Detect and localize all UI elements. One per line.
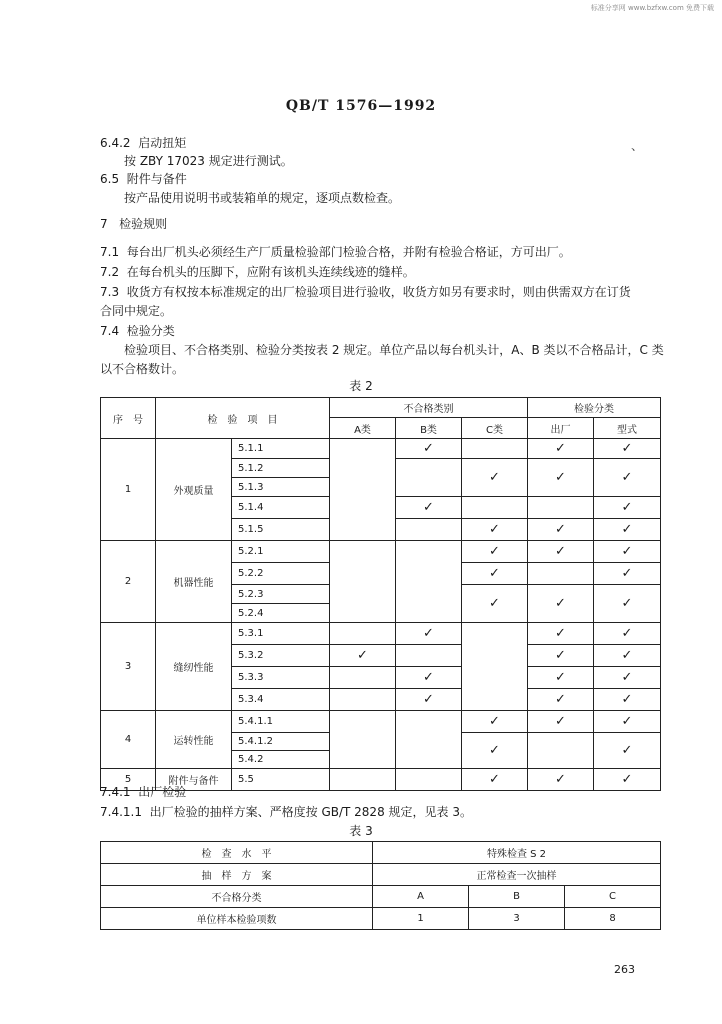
check-mark-icon: ✓ bbox=[621, 441, 633, 456]
check-mark-icon: ✓ bbox=[555, 714, 566, 729]
group-seq: 5 bbox=[101, 769, 156, 791]
defect-class: A bbox=[373, 886, 469, 908]
check-mark-icon: ✓ bbox=[555, 692, 566, 707]
mark-factory bbox=[528, 459, 594, 497]
mark-type bbox=[594, 497, 661, 519]
section-7: 7 检验规则 bbox=[100, 217, 168, 231]
mark-type bbox=[594, 769, 661, 791]
defect-class: C bbox=[565, 886, 661, 908]
check-mark-icon: ✓ bbox=[423, 441, 434, 456]
clause-7-4-1: 7.4.1 出厂检验 bbox=[100, 785, 187, 799]
table-cell bbox=[462, 439, 528, 459]
sample-count: 8 bbox=[565, 908, 661, 930]
mark-type bbox=[594, 459, 661, 497]
group-name: 缝纫性能 bbox=[156, 623, 232, 711]
item-code: 5.1.5 bbox=[232, 519, 330, 541]
mark-type bbox=[594, 689, 661, 711]
item-code: 5.3.4 bbox=[232, 689, 330, 711]
mark-factory bbox=[528, 689, 594, 711]
check-mark-icon: ✓ bbox=[489, 596, 500, 611]
row-label: 不合格分类 bbox=[101, 886, 373, 908]
mark-c bbox=[462, 585, 528, 623]
check-mark-icon: ✓ bbox=[555, 670, 566, 685]
col-inspect-header: 检验分类 bbox=[528, 398, 661, 418]
mark-type bbox=[594, 563, 661, 585]
check-mark-icon: ✓ bbox=[621, 692, 633, 707]
check-mark-icon: ✓ bbox=[555, 596, 566, 611]
group-seq: 1 bbox=[101, 439, 156, 541]
group-name: 外观质量 bbox=[156, 439, 232, 541]
mark-factory bbox=[528, 769, 594, 791]
check-mark-icon: ✓ bbox=[489, 566, 500, 581]
item-code: 5.1.4 bbox=[232, 497, 330, 519]
check-mark-icon: ✓ bbox=[621, 714, 633, 729]
col-factory-header: 出厂 bbox=[528, 418, 594, 439]
mark-b bbox=[396, 667, 462, 689]
check-mark-icon: ✓ bbox=[621, 772, 633, 787]
table-cell bbox=[396, 769, 462, 791]
check-mark-icon: ✓ bbox=[555, 544, 566, 559]
table-cell bbox=[528, 733, 594, 769]
document-header: QB/T 1576—1992 bbox=[285, 98, 437, 114]
item-code: 5.2.1 bbox=[232, 541, 330, 563]
table-cell bbox=[330, 711, 396, 769]
table-cell bbox=[528, 497, 594, 519]
check-mark-icon: ✓ bbox=[555, 522, 566, 537]
check-mark-icon: ✓ bbox=[621, 743, 633, 758]
check-mark-icon: ✓ bbox=[555, 470, 566, 485]
check-mark-icon: ✓ bbox=[489, 522, 500, 537]
item-code: 5.4.1.1 bbox=[232, 711, 330, 733]
item-code: 5.3.3 bbox=[232, 667, 330, 689]
table-cell bbox=[330, 623, 396, 645]
mark-factory bbox=[528, 541, 594, 563]
mark-b bbox=[396, 497, 462, 519]
item-code: 5.2.2 bbox=[232, 563, 330, 585]
col-item-header: 检 验 项 目 bbox=[156, 398, 330, 439]
check-mark-icon: ✓ bbox=[621, 500, 633, 515]
mark-factory bbox=[528, 623, 594, 645]
paragraph: 按 ZBY 17023 规定进行测试。 bbox=[124, 154, 293, 168]
paragraph: 检验项目、不合格类别、检验分类按表 2 规定。单位产品以每台机头计，A、B 类以不合格品计，C 类 bbox=[124, 343, 664, 357]
table-cell bbox=[330, 541, 396, 623]
mark-type bbox=[594, 667, 661, 689]
check-mark-icon: ✓ bbox=[555, 441, 566, 456]
table-cell bbox=[396, 459, 462, 497]
mark-type bbox=[594, 541, 661, 563]
table-cell bbox=[462, 623, 528, 711]
section-6-4-2: 6.4.2 启动扭矩 bbox=[100, 136, 187, 150]
item-code: 5.4.2 bbox=[232, 751, 330, 769]
mark-factory bbox=[528, 645, 594, 667]
col-b-header: B类 bbox=[396, 418, 462, 439]
check-mark-icon: ✓ bbox=[423, 692, 434, 707]
item-code: 5.3.2 bbox=[232, 645, 330, 667]
table-cell bbox=[330, 769, 396, 791]
table-cell bbox=[330, 667, 396, 689]
table-cell bbox=[396, 711, 462, 769]
clause-7-2: 7.2 在每台机头的压脚下，应附有该机头连续线迹的缝样。 bbox=[100, 265, 415, 279]
check-mark-icon: ✓ bbox=[621, 626, 633, 641]
mark-b bbox=[396, 689, 462, 711]
check-mark-icon: ✓ bbox=[489, 544, 500, 559]
row-label: 单位样本检验项数 bbox=[101, 908, 373, 930]
col-c-header: C类 bbox=[462, 418, 528, 439]
section-6-5: 6.5 附件与备件 bbox=[100, 172, 187, 186]
mark-type bbox=[594, 585, 661, 623]
col-seq-header: 序 号 bbox=[101, 398, 156, 439]
row-label: 检 查 水 平 bbox=[101, 842, 373, 864]
item-code: 5.1.1 bbox=[232, 439, 330, 459]
check-mark-icon: ✓ bbox=[621, 544, 633, 559]
table-cell bbox=[396, 519, 462, 541]
table-2-caption: 表 2 bbox=[349, 379, 373, 393]
mark-b bbox=[396, 439, 462, 459]
col-type-header: 型式 bbox=[594, 418, 661, 439]
item-code: 5.2.4 bbox=[232, 604, 330, 623]
table-cell bbox=[330, 439, 396, 541]
check-mark-icon: ✓ bbox=[621, 670, 633, 685]
check-mark-icon: ✓ bbox=[555, 648, 566, 663]
mark-factory bbox=[528, 519, 594, 541]
table-cell bbox=[396, 541, 462, 623]
sample-count: 1 bbox=[373, 908, 469, 930]
group-name: 运转性能 bbox=[156, 711, 232, 769]
table-cell bbox=[396, 645, 462, 667]
check-mark-icon: ✓ bbox=[489, 470, 500, 485]
defect-class: B bbox=[469, 886, 565, 908]
row-label: 抽 样 方 案 bbox=[101, 864, 373, 886]
clause-7-4: 7.4 检验分类 bbox=[100, 324, 175, 338]
mark-type bbox=[594, 645, 661, 667]
check-mark-icon: ✓ bbox=[621, 648, 633, 663]
sample-count: 3 bbox=[469, 908, 565, 930]
mark-c bbox=[462, 519, 528, 541]
paragraph: 合同中规定。 bbox=[100, 304, 173, 318]
check-mark-icon: ✓ bbox=[621, 596, 633, 611]
mark-c bbox=[462, 459, 528, 497]
sampling-table bbox=[100, 841, 661, 930]
paragraph: 以不合格数计。 bbox=[100, 362, 185, 376]
item-code: 5.1.2 bbox=[232, 459, 330, 478]
group-seq: 3 bbox=[101, 623, 156, 711]
mark-factory bbox=[528, 667, 594, 689]
mark-type bbox=[594, 711, 661, 733]
mark-b bbox=[396, 623, 462, 645]
clause-7-3: 7.3 收货方有权按本标准规定的出厂检验项目进行验收，收货方如另有要求时，则由供需双方在订货 bbox=[100, 285, 631, 299]
mark-type bbox=[594, 519, 661, 541]
check-mark-icon: ✓ bbox=[423, 500, 434, 515]
watermark: 标准分享网 www.bzfxw.com 免费下载 bbox=[590, 4, 714, 12]
check-mark-icon: ✓ bbox=[555, 626, 566, 641]
mark-factory bbox=[528, 439, 594, 459]
group-seq: 2 bbox=[101, 541, 156, 623]
clause-7-1: 7.1 每台出厂机头必须经生产厂质量检验部门检验合格，并附有检验合格证，方可出厂。 bbox=[100, 245, 571, 259]
row-value: 特殊检查 S 2 bbox=[373, 842, 661, 864]
item-code: 5.3.1 bbox=[232, 623, 330, 645]
mark-c bbox=[462, 733, 528, 769]
check-mark-icon: ✓ bbox=[489, 743, 500, 758]
check-mark-icon: ✓ bbox=[621, 470, 633, 485]
mark-c bbox=[462, 711, 528, 733]
mark-factory bbox=[528, 711, 594, 733]
mark-factory bbox=[528, 585, 594, 623]
item-code: 5.1.3 bbox=[232, 478, 330, 497]
inspection-table bbox=[100, 397, 661, 791]
check-mark-icon: ✓ bbox=[621, 522, 633, 537]
stray-mark: 、 bbox=[631, 139, 644, 153]
mark-type bbox=[594, 733, 661, 769]
table-cell bbox=[462, 497, 528, 519]
item-code: 5.4.1.2 bbox=[232, 733, 330, 751]
mark-c bbox=[462, 541, 528, 563]
row-value: 正常检查一次抽样 bbox=[373, 864, 661, 886]
mark-type bbox=[594, 439, 661, 459]
table-cell bbox=[528, 563, 594, 585]
check-mark-icon: ✓ bbox=[555, 772, 566, 787]
item-code: 5.5 bbox=[232, 769, 330, 791]
mark-c bbox=[462, 563, 528, 585]
page-number: 263 bbox=[614, 963, 635, 976]
group-name: 机器性能 bbox=[156, 541, 232, 623]
mark-a bbox=[330, 645, 396, 667]
mark-type bbox=[594, 623, 661, 645]
check-mark-icon: ✓ bbox=[423, 670, 434, 685]
paragraph: 按产品使用说明书或装箱单的规定，逐项点数检查。 bbox=[124, 191, 401, 205]
check-mark-icon: ✓ bbox=[489, 772, 500, 787]
table-cell bbox=[330, 689, 396, 711]
check-mark-icon: ✓ bbox=[621, 566, 633, 581]
check-mark-icon: ✓ bbox=[357, 648, 368, 663]
col-a-header: A类 bbox=[330, 418, 396, 439]
item-code: 5.2.3 bbox=[232, 585, 330, 604]
group-name: 附件与备件 bbox=[156, 769, 232, 791]
col-defect-header: 不合格类别 bbox=[330, 398, 528, 418]
check-mark-icon: ✓ bbox=[489, 714, 500, 729]
mark-c bbox=[462, 769, 528, 791]
clause-7-4-1-1: 7.4.1.1 出厂检验的抽样方案、严格度按 GB/T 2828 规定，见表 3。 bbox=[100, 805, 472, 819]
group-seq: 4 bbox=[101, 711, 156, 769]
check-mark-icon: ✓ bbox=[423, 626, 434, 641]
table-3-caption: 表 3 bbox=[349, 824, 373, 838]
